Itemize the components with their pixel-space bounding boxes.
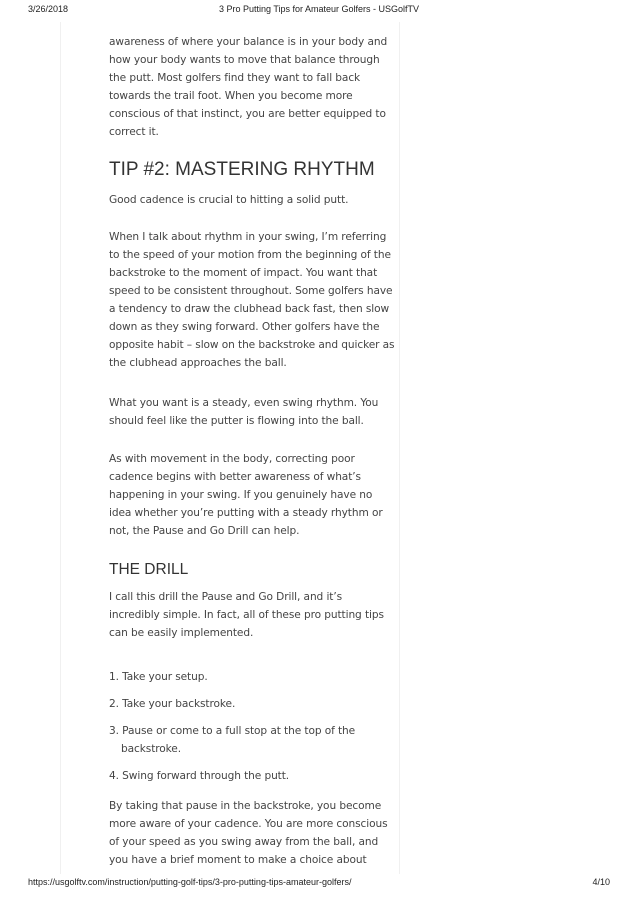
tip2-paragraph-2: When I talk about rhythm in your swing, I’m referring to the speed of your motion from the beginning of the backstroke to the moment of impact. You want that speed to be consistent throughout. Some golfers have a tendency to draw the clubhead back fast, then slow down as they swing forward. Other golfers have the opposite habit – slow on the backstroke and quicker as the clubhead approaches the ball. bbox=[109, 231, 395, 369]
list-item: 1. Take your setup. bbox=[109, 671, 208, 683]
print-header bbox=[0, 4, 638, 18]
list-item: 2. Take your backstroke. bbox=[109, 698, 236, 710]
tip2-paragraph-4: As with movement in the body, correcting poor cadence begins with better awareness of what’s happening in your swing. If you genuinely have no idea whether you’re putting with a steady rhythm or not, the Pause and Go Drill can help. bbox=[109, 453, 383, 537]
page-number: 4/10 bbox=[592, 877, 610, 887]
intro-paragraph: awareness of where your balance is in your body and how your body wants to move that balance through the putt. Most golfers find they want to fall back towards the trail foot. When you become more conscious of that instinct, you are better equipped to correct it. bbox=[109, 36, 388, 138]
tip2-paragraph-1: Good cadence is crucial to hitting a solid putt. bbox=[109, 194, 349, 206]
article-content bbox=[60, 22, 400, 874]
print-footer bbox=[0, 877, 638, 891]
print-url: https://usgolftv.com/instruction/putting-golf-tips/3-pro-putting-tips-amateur-golfers/ bbox=[28, 877, 352, 887]
tip2-paragraph-3: What you want is a steady, even swing rhythm. You should feel like the putter is flowing into the ball. bbox=[109, 397, 379, 427]
list-item: 3. Pause or come to a full stop at the top of the backstroke. bbox=[109, 725, 356, 755]
print-page-title: 3 Pro Putting Tips for Amateur Golfers - USGolfTV bbox=[218, 4, 420, 14]
print-date: 3/26/2018 bbox=[28, 4, 69, 14]
drill-heading: THE DRILL bbox=[109, 561, 189, 578]
list-item: 4. Swing forward through the putt. bbox=[109, 770, 290, 782]
drill-paragraph-1: I call this drill the Pause and Go Drill, and it’s incredibly simple. In fact, all of these pro putting tips can be easily implemented. bbox=[109, 591, 384, 639]
tip2-heading: TIP #2: MASTERING RHYTHM bbox=[109, 159, 375, 180]
drill-paragraph-2: By taking that pause in the backstroke, you become more aware of your cadence. You are more conscious of your speed as you swing away from the ball, and you have a brief moment to make a choice about bbox=[109, 800, 388, 866]
